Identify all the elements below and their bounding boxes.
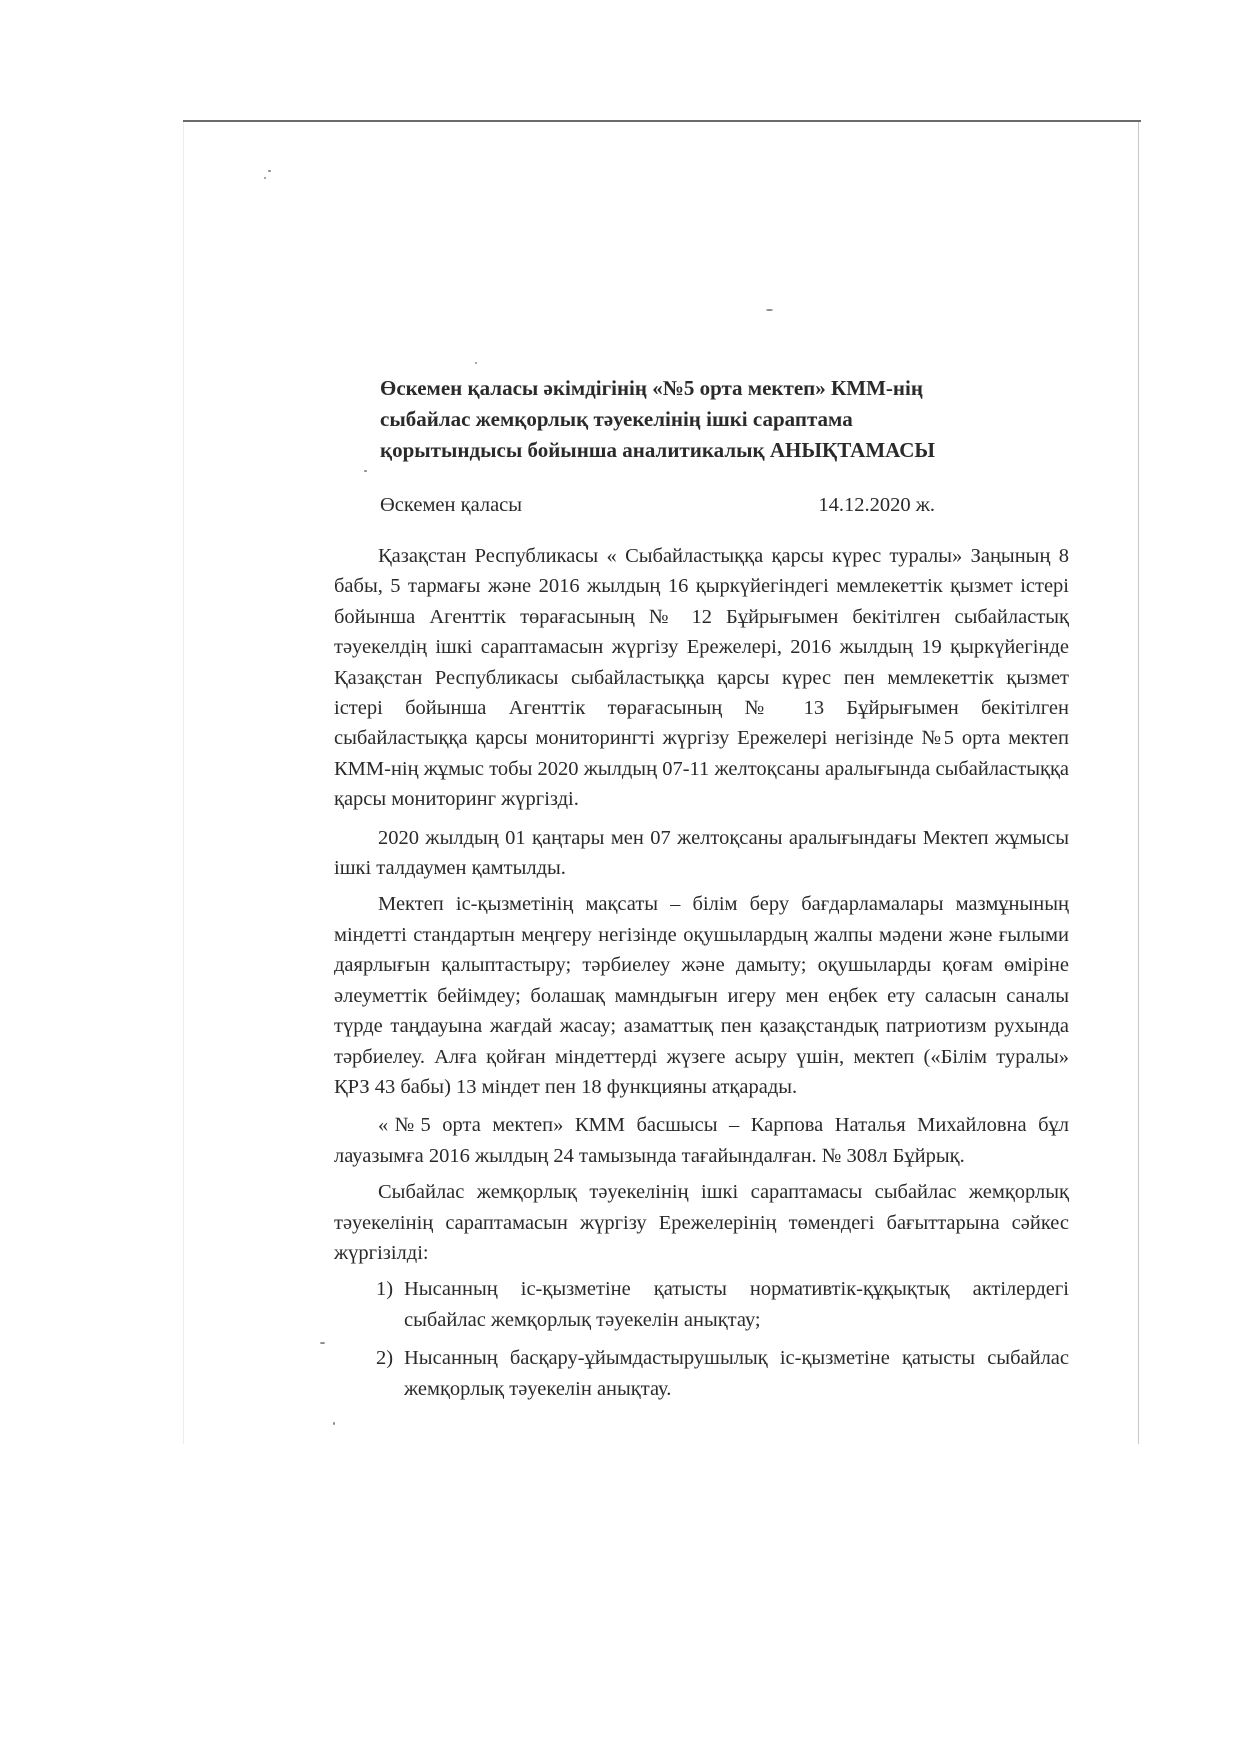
list-item-number: 2) [376,1347,394,1370]
scan-speck [268,170,271,172]
document-place: Өскемен қаласы [380,494,523,516]
scan-border-left [183,122,184,1444]
scan-speck [264,177,266,179]
title-line-1: Өскемен қаласы әкімдігінің «№5 орта мектеп» КММ-нің [380,376,923,400]
list-item-text: Нысанның іс-қызметіне қатысты нормативтік-құқықтық актілердегі сыбайлас жемқорлық тәуекелін анықтау; [404,1278,1069,1331]
directions-list [334,1274,1069,1404]
list-item-number: 1) [376,1278,394,1301]
scan-border-right [1138,122,1139,1444]
scan-border-top [183,120,1141,122]
list-item [334,1274,1069,1335]
paragraph-directions: Сыбайлас жемқорлық тәуекелінің ішкі сараптамасы сыбайлас жемқорлық тәуекелінің сараптамасын жүргізу Ережелерінің төмендегі бағыттарына сәйкес жүргізілді: [334,1181,1069,1264]
scan-speck [333,1422,335,1425]
list-item [334,1343,1069,1404]
place-date-row [380,490,935,520]
document-title [380,373,1100,466]
list-item-text: Нысанның басқару-ұйымдастырушылық іс-қызметіне қатысты сыбайлас жемқорлық тәуекелін анықтау. [404,1347,1069,1400]
document-date: 14.12.2020 ж. [818,494,935,516]
paragraph-period: 2020 жылдың 01 қаңтары мен 07 желтоқсаны аралығындағы Мектеп жұмысы ішкі талдаумен қамтылды. [334,826,1069,880]
paragraph-school-purpose: Мектеп іс-қызметінің мақсаты – білім беру бағдарламалары мазмұнының міндетті стандартын меңгеру негізінде оқушылардың жалпы мәдени және ғылыми даярлығын қалыптастыру; тәрбиелеу және дамыту; оқушыларды қоғам өміріне әлеуметтік бейімдеу; болашақ мамндығын игеру мен еңбек ету саласын саналы түрде таңдауына жағдай жасау; азаматтық пен қазақстандық патриотизм рухында тәрбиелеу. Алға қойған міндеттерді жүзеге асыру үшін, мектеп («Білім туралы» ҚРЗ 43 бабы) 13 міндет пен 18 функцияны атқарады. [334,893,1069,1098]
scan-speck [766,309,773,311]
paragraph-director: «№5 орта мектеп» КММ басшысы – Карпова Наталья Михайловна бұл лауазымға 2016 жылдың 24 тамызында тағайындалған. № 308л Бұйрық. [334,1114,1069,1167]
title-line-2: сыбайлас жемқорлық тәуекелінің ішкі сараптама [380,407,853,431]
title-line-3: қорытындысы бойынша аналитикалық АНЫҚТАМАСЫ [380,438,936,462]
scan-speck [320,1342,325,1344]
document-body [334,541,1069,1412]
scan-speck [364,470,367,472]
scan-speck [475,362,477,364]
paragraph-legal-basis: Қазақстан Республикасы « Сыбайластыққа қарсы күрес туралы» Заңының 8 бабы, 5 тармағы және 2016 жылдың 16 қыркүйегіндегі мемлекеттік қызмет істері бойынша Агенттік төрағасының № 12 Бұйрығымен бекітілген сыбайластық тәуекелдің ішкі сараптамасын жүргізу Ережелері, 2016 жылдың 19 қыркүйегінде Қазақстан Республикасы сыбайластыққа қарсы күрес пен мемлекеттік қызмет істері бойынша Агенттік төрағасының № 13 Бұйрығымен бекітілген сыбайластыққа қарсы мониторингті жүргізу Ережелері негізінде №5 орта мектеп КММ-нің жұмыс тобы 2020 жылдың 07-11 желтоқсаны аралығында сыбайластыққа қарсы мониторинг жүргізді. [334,545,1069,811]
